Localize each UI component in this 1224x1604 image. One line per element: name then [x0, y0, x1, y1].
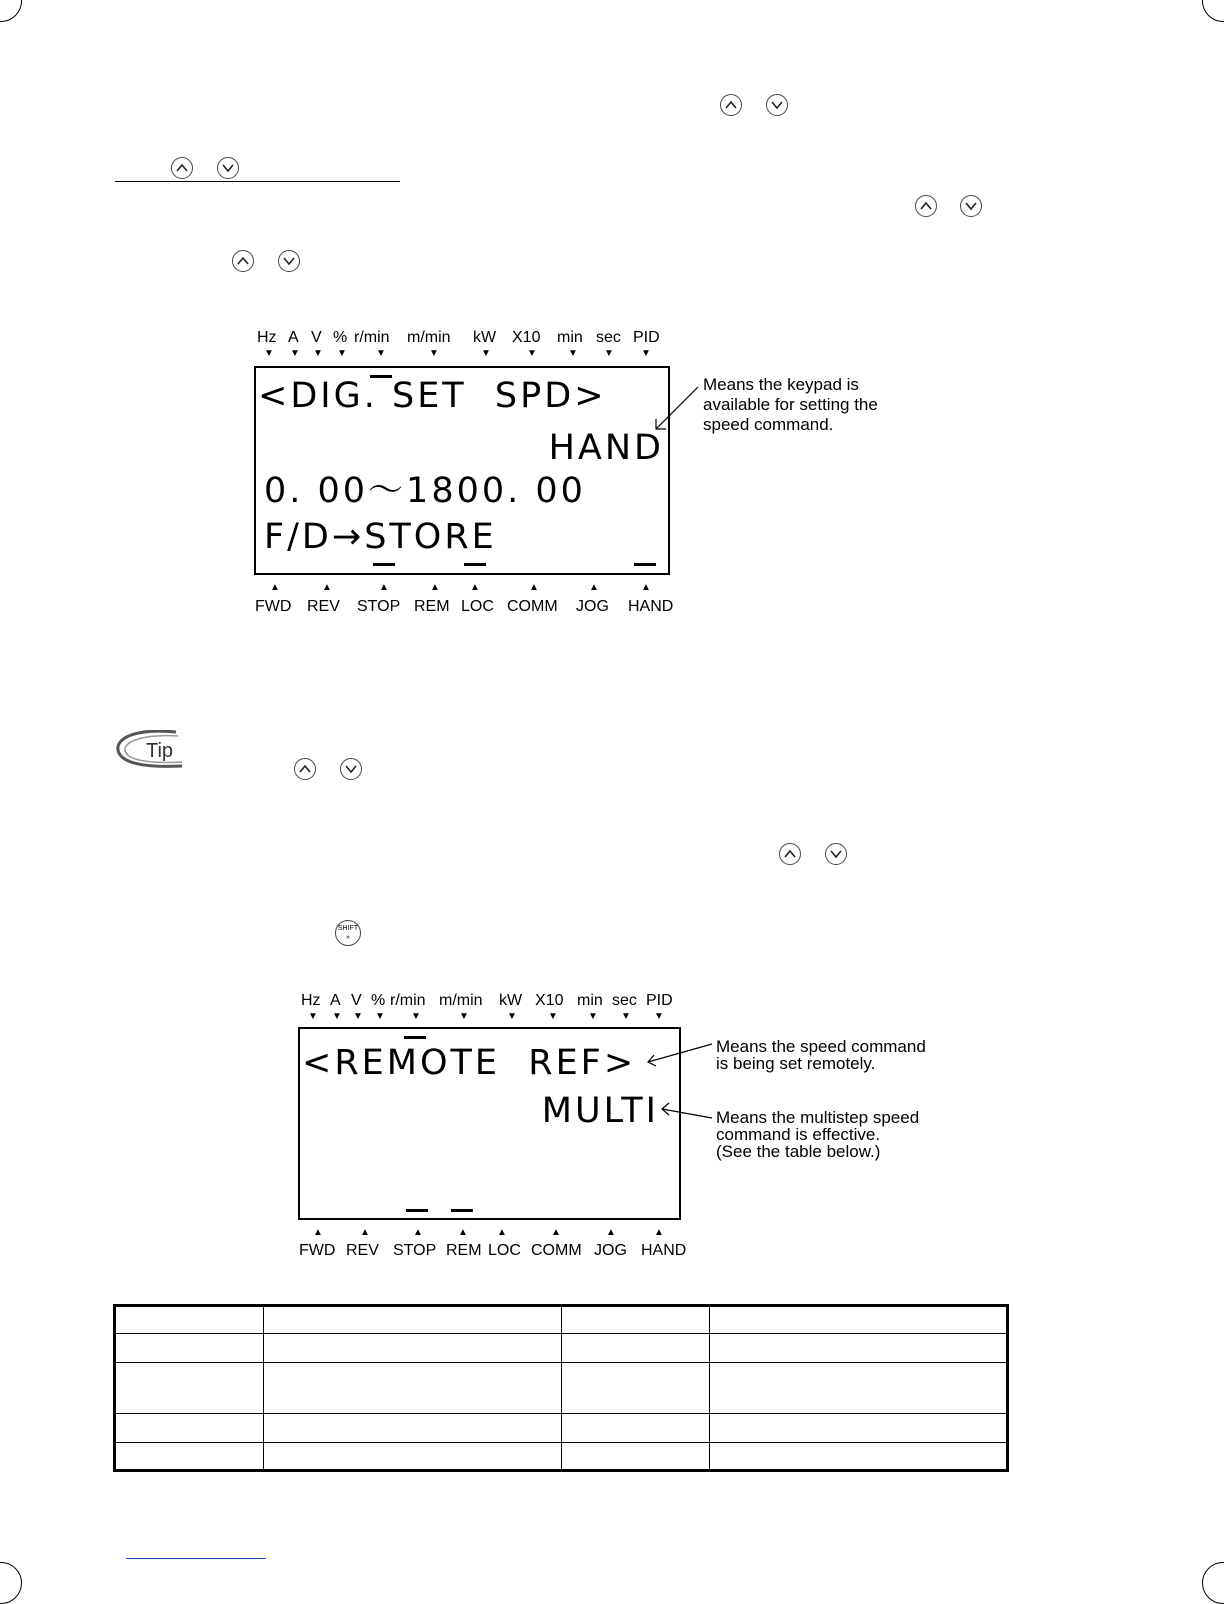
down-arrow-key-icon [217, 157, 239, 179]
indicator-arrow: ▼ [429, 348, 439, 359]
lcd-line-2: HAND [548, 428, 664, 468]
indicator-arrow: ▼ [375, 1011, 385, 1022]
indicator-arrow: ▲ [551, 1227, 561, 1238]
indicator-label: REM [414, 598, 450, 615]
lcd-screen [254, 366, 670, 575]
indicator-label: X10 [535, 992, 564, 1009]
indicator-label: V [311, 329, 322, 346]
indicator-arrow: ▼ [507, 1011, 517, 1022]
indicator-arrow: ▲ [606, 1227, 616, 1238]
indicator-arrow: ▲ [654, 1227, 664, 1238]
table-row [115, 1306, 1008, 1334]
indicator-arrow: ▼ [353, 1011, 363, 1022]
indicator-label: STOP [393, 1242, 437, 1259]
corner-mark-bottom-right [1202, 1562, 1224, 1604]
table-row [115, 1363, 1008, 1414]
indicator-label: kW [473, 329, 497, 346]
indicator-label: FWD [299, 1242, 336, 1259]
active-indicator-bar [373, 563, 395, 566]
up-arrow-key-icon [720, 94, 742, 116]
corner-mark-top-right [1202, 0, 1224, 22]
indicator-arrow: ▲ [413, 1227, 423, 1238]
up-arrow-key-icon [294, 758, 316, 780]
indicator-arrow: ▼ [548, 1011, 558, 1022]
active-indicator-bar [634, 563, 656, 566]
up-arrow-key-icon [915, 195, 937, 217]
table-row [115, 1334, 1008, 1363]
tip-icon [116, 730, 184, 768]
indicator-label: A [288, 329, 299, 346]
lcd-line-1: <REMOTE REF> [302, 1043, 637, 1083]
indicator-arrow: ▲ [313, 1227, 323, 1238]
up-arrow-key-icon [779, 843, 801, 865]
indicator-label: STOP [357, 598, 401, 615]
table-row [115, 1443, 1008, 1471]
up-arrow-key-icon [232, 250, 254, 272]
callout-note: Means the keypad is available for setting the speed command. [703, 375, 878, 434]
active-indicator-bar [464, 563, 486, 566]
indicator-label: HAND [641, 1242, 687, 1259]
corner-mark-bottom-left [0, 1562, 22, 1604]
indicator-arrow: ▲ [379, 582, 389, 593]
indicator-label: LOC [488, 1242, 521, 1259]
table-cell [710, 1306, 1008, 1334]
table-cell [710, 1414, 1008, 1443]
indicator-arrow: ▼ [527, 348, 537, 359]
indicator-label: LOC [461, 598, 494, 615]
table-cell [115, 1363, 264, 1414]
callout-arrow [650, 385, 706, 437]
down-arrow-key-icon [340, 758, 362, 780]
indicator-label: r/min [390, 992, 426, 1009]
down-arrow-key-icon [278, 250, 300, 272]
indicator-label: m/min [439, 992, 483, 1009]
indicator-label: sec [612, 992, 637, 1009]
indicator-arrow: ▼ [481, 348, 491, 359]
lcd-line-1: <DIG. SET SPD> [258, 376, 607, 416]
indicator-label: V [351, 992, 362, 1009]
indicator-arrow: ▲ [430, 582, 440, 593]
indicator-arrow: ▼ [290, 348, 300, 359]
indicator-arrow: ▼ [313, 348, 323, 359]
indicator-label: REV [307, 598, 340, 615]
indicator-label: HAND [628, 598, 674, 615]
indicator-label: Hz [301, 992, 321, 1009]
table-cell [115, 1306, 264, 1334]
indicator-arrow: ▲ [470, 582, 480, 593]
table-cell [264, 1414, 562, 1443]
indicator-arrow: ▲ [360, 1227, 370, 1238]
table-cell [264, 1334, 562, 1363]
heading-underline [115, 181, 400, 182]
indicator-label: kW [499, 992, 523, 1009]
indicator-label: m/min [407, 329, 451, 346]
indicator-label: min [577, 992, 603, 1009]
indicator-label: min [557, 329, 583, 346]
callout-arrows [640, 1040, 716, 1130]
indicator-label: COMM [531, 1242, 582, 1259]
shift-key-icon: SHIFT » [335, 920, 361, 946]
indicator-label: JOG [594, 1242, 627, 1259]
table-cell [264, 1306, 562, 1334]
table-cell [710, 1443, 1008, 1471]
active-indicator-bar [451, 1209, 473, 1212]
indicator-arrow: ▼ [332, 1011, 342, 1022]
table-cell [115, 1414, 264, 1443]
up-arrow-key-icon [171, 157, 193, 179]
indicator-arrow: ▼ [604, 348, 614, 359]
indicator-label: X10 [512, 329, 541, 346]
lcd-line-2: MULTI [541, 1091, 659, 1131]
indicator-arrow: ▼ [588, 1011, 598, 1022]
indicator-arrow: ▲ [529, 582, 539, 593]
table-cell [562, 1363, 710, 1414]
table-cell [562, 1414, 710, 1443]
table-cell [710, 1363, 1008, 1414]
table-row [115, 1414, 1008, 1443]
table-cell [562, 1334, 710, 1363]
table-cell [264, 1363, 562, 1414]
footer-link-underline [126, 1558, 266, 1559]
indicator-label: sec [596, 329, 621, 346]
indicator-arrow: ▼ [641, 348, 651, 359]
indicator-label: A [330, 992, 341, 1009]
lcd-line-4: F/D→STORE [264, 517, 497, 557]
indicator-arrow: ▲ [322, 582, 332, 593]
table-cell [710, 1334, 1008, 1363]
indicator-label: JOG [576, 598, 609, 615]
indicator-arrow: ▲ [270, 582, 280, 593]
callout-note-multistep: Means the multistep speed command is effective. (See the table below.) [716, 1108, 920, 1161]
indicator-label: r/min [354, 329, 390, 346]
table-cell [562, 1306, 710, 1334]
indicator-arrow: ▼ [308, 1011, 318, 1022]
indicator-arrow: ▼ [654, 1011, 664, 1022]
table-cell [115, 1334, 264, 1363]
corner-mark-top-left [0, 0, 22, 22]
indicator-arrow: ▲ [497, 1227, 507, 1238]
callout-note-remote: Means the speed command is being set remotely. [716, 1037, 926, 1073]
tip-label: Tip [146, 740, 174, 762]
indicator-arrow: ▼ [459, 1011, 469, 1022]
indicator-label: % [333, 329, 348, 346]
multistep-speed-table [113, 1304, 1009, 1472]
indicator-arrow: ▼ [621, 1011, 631, 1022]
indicator-label: REM [446, 1242, 482, 1259]
indicator-arrow: ▼ [568, 348, 578, 359]
down-arrow-key-icon [766, 94, 788, 116]
table-cell [115, 1443, 264, 1471]
indicator-arrow: ▼ [264, 348, 274, 359]
active-indicator-bar [406, 1209, 428, 1212]
indicator-label: % [371, 992, 386, 1009]
indicator-label: Hz [257, 329, 277, 346]
indicator-arrow: ▼ [337, 348, 347, 359]
indicator-label: COMM [507, 598, 558, 615]
down-arrow-key-icon [960, 195, 982, 217]
indicator-arrow: ▼ [411, 1011, 421, 1022]
indicator-label: FWD [255, 598, 292, 615]
indicator-arrow: ▲ [589, 582, 599, 593]
table-cell [562, 1443, 710, 1471]
indicator-label: PID [646, 992, 673, 1009]
indicator-arrow: ▼ [376, 348, 386, 359]
table-cell [264, 1443, 562, 1471]
indicator-label: PID [633, 329, 660, 346]
indicator-arrow: ▲ [641, 582, 651, 593]
lcd-screen [298, 1027, 681, 1220]
indicator-label: REV [346, 1242, 379, 1259]
lcd-line-3: 0. 00～1800. 00 [264, 471, 586, 511]
down-arrow-key-icon [825, 843, 847, 865]
indicator-arrow: ▲ [458, 1227, 468, 1238]
